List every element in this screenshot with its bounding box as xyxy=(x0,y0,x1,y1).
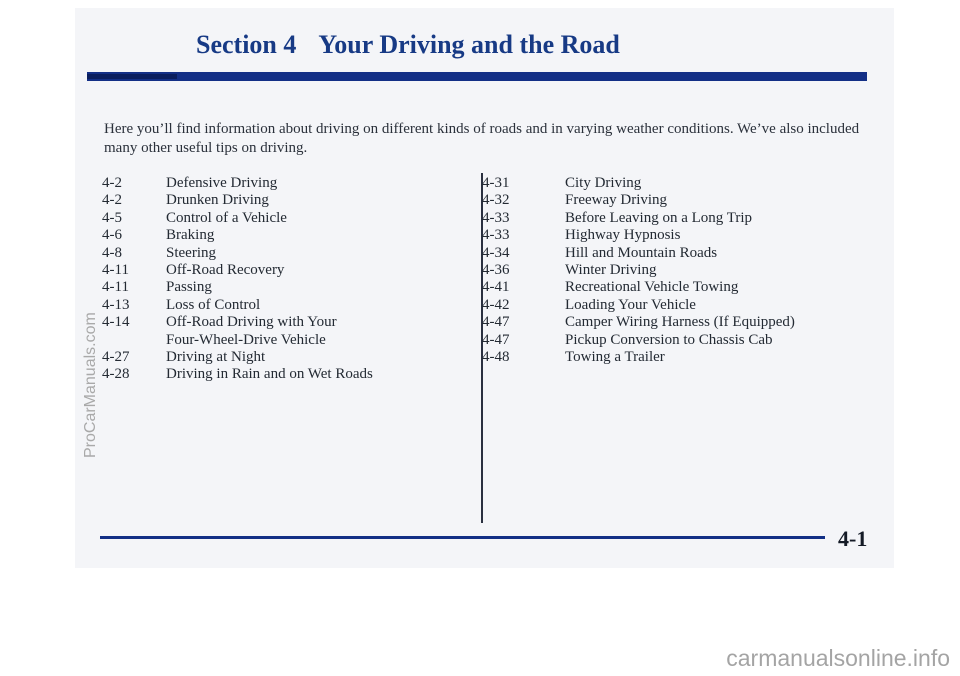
toc-entry xyxy=(482,227,842,244)
toc-entry-title: Loading Your Vehicle xyxy=(565,296,696,313)
toc-entry xyxy=(102,210,442,227)
toc-entry-title: Highway Hypnosis xyxy=(565,227,681,244)
toc-entry-title: Braking xyxy=(166,227,215,244)
toc-entry-title: City Driving xyxy=(565,175,642,191)
toc-page-number: 4-48 xyxy=(482,348,510,365)
toc-page-number: 4-33 xyxy=(482,209,510,226)
toc-page-number xyxy=(102,332,166,349)
toc-entry xyxy=(102,332,442,349)
toc-entry-title: Steering xyxy=(166,244,216,261)
toc-left-column xyxy=(102,175,442,384)
toc-page-number: 4-27 xyxy=(102,348,130,365)
toc-entry xyxy=(102,314,442,331)
toc-entry-title: Recreational Vehicle Towing xyxy=(565,279,739,296)
toc-entry xyxy=(482,332,842,349)
toc-entry-title: Driving at Night xyxy=(166,348,266,365)
toc-page-number: 4-47 xyxy=(482,314,510,331)
intro-paragraph: Here you’ll find information about driving on different kinds of roads and in varying weather conditions. We’ve also included many other useful tips on driving. xyxy=(104,121,860,156)
bottom-watermark: carmanualsonline.info xyxy=(726,645,950,671)
section-label: Section 4 xyxy=(196,30,297,59)
toc-page-number: 4-11 xyxy=(102,261,129,278)
toc-entry xyxy=(102,366,442,383)
toc-entry xyxy=(482,192,842,209)
toc-entry-title: Loss of Control xyxy=(166,296,261,313)
toc-entry xyxy=(102,262,442,279)
toc-entry xyxy=(482,279,842,296)
toc-page-number: 4-33 xyxy=(482,227,510,244)
toc-page-number: 4-6 xyxy=(102,227,122,244)
toc-entry xyxy=(102,192,442,209)
toc-entry-title: Towing a Trailer xyxy=(565,348,665,365)
toc-entry-title: Four-Wheel-Drive Vehicle xyxy=(166,331,326,348)
toc-right-column xyxy=(482,175,842,366)
toc-page-number: 4-2 xyxy=(102,175,122,191)
header-rule xyxy=(87,72,867,81)
toc-entry-title: Off-Road Driving with Your xyxy=(166,314,337,331)
toc-entry-title: Control of a Vehicle xyxy=(166,209,287,226)
toc-entry-title: Camper Wiring Harness (If Equipped) xyxy=(565,314,795,331)
toc-page-number: 4-42 xyxy=(482,296,510,313)
toc-entry xyxy=(102,279,442,296)
toc-entry-title: Driving in Rain and on Wet Roads xyxy=(166,366,373,383)
toc-page-number: 4-14 xyxy=(102,314,130,331)
toc-entry xyxy=(102,297,442,314)
toc-entry xyxy=(482,297,842,314)
section-title: Your Driving and the Road xyxy=(318,30,620,59)
toc-page-number: 4-32 xyxy=(482,192,510,209)
toc-page-number: 4-2 xyxy=(102,192,122,209)
toc-page-number: 4-8 xyxy=(102,244,122,261)
side-watermark: ProCarManuals.com xyxy=(82,312,99,458)
toc-entry-title: Drunken Driving xyxy=(166,192,269,209)
toc-entry xyxy=(482,175,842,192)
toc-entry xyxy=(102,227,442,244)
toc-entry-title: Passing xyxy=(166,279,212,296)
toc-entry-title: Defensive Driving xyxy=(166,175,278,191)
toc-entry xyxy=(482,210,842,227)
page-number: 4-1 xyxy=(838,526,868,551)
toc-page-number: 4-11 xyxy=(102,279,129,296)
toc-page-number: 4-47 xyxy=(482,331,510,348)
toc-entry-title: Freeway Driving xyxy=(565,192,668,209)
toc-entry xyxy=(482,349,842,366)
toc-entry xyxy=(102,245,442,262)
toc-entry xyxy=(102,175,442,192)
toc-entry-title: Winter Driving xyxy=(565,261,657,278)
toc-entry xyxy=(482,262,842,279)
page-title xyxy=(196,30,620,60)
toc-entry-title: Before Leaving on a Long Trip xyxy=(565,209,753,226)
toc-entry-title: Off-Road Recovery xyxy=(166,261,285,278)
toc-entry xyxy=(482,245,842,262)
toc-page-number: 4-13 xyxy=(102,296,130,313)
toc-page-number: 4-5 xyxy=(102,209,122,226)
footer-rule xyxy=(100,536,825,539)
toc-page-number: 4-34 xyxy=(482,244,510,261)
toc-entry xyxy=(482,314,842,331)
toc-entry-title: Pickup Conversion to Chassis Cab xyxy=(565,331,773,348)
toc-page-number: 4-36 xyxy=(482,261,510,278)
toc-page-number: 4-41 xyxy=(482,279,510,296)
toc-entry xyxy=(102,349,442,366)
toc-entry-title: Hill and Mountain Roads xyxy=(565,244,718,261)
toc-page-number: 4-31 xyxy=(482,175,510,191)
toc-page-number: 4-28 xyxy=(102,366,130,383)
